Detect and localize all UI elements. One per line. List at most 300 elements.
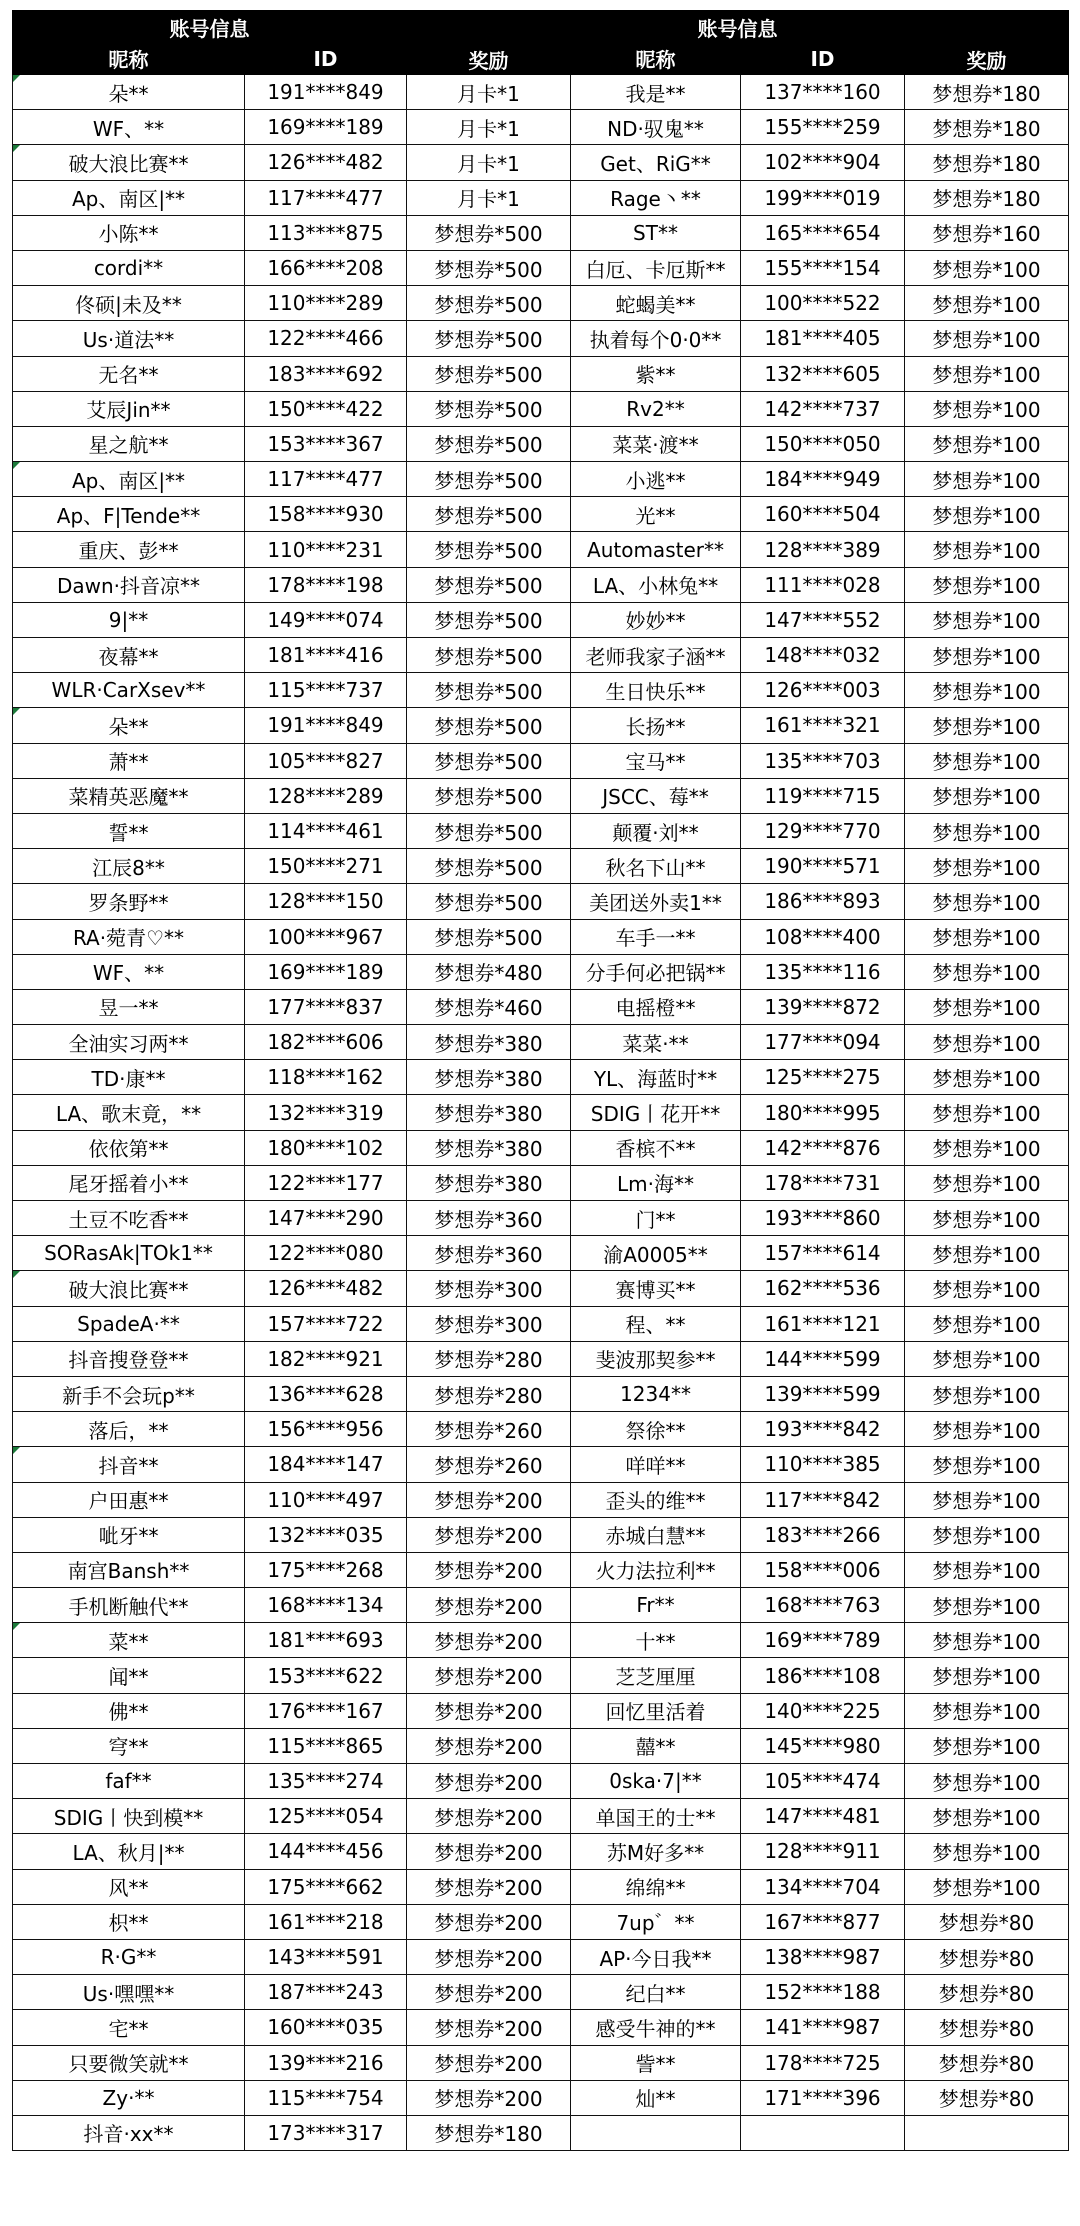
id-cell: 126****482 [245, 1271, 407, 1306]
table-row [13, 1728, 1069, 1763]
id-cell: 122****466 [245, 321, 407, 356]
nickname-cell: 长扬** [571, 708, 741, 743]
nickname-cell: 咩咩** [571, 1447, 741, 1482]
id-cell: 184****949 [741, 462, 905, 497]
reward-cell: 梦想券*100 [905, 919, 1069, 954]
id-cell: 193****842 [741, 1412, 905, 1447]
table-row [13, 919, 1069, 954]
reward-cell: 梦想券*200 [407, 2045, 571, 2080]
nickname-cell: 只要微笑就** [13, 2045, 245, 2080]
reward-cell: 梦想券*500 [407, 497, 571, 532]
table-row [13, 1623, 1069, 1658]
id-cell: 126****003 [741, 673, 905, 708]
reward-cell: 梦想券*300 [407, 1306, 571, 1341]
table-row [13, 1025, 1069, 1060]
nickname-cell: cordi** [13, 250, 245, 285]
reward-cell: 梦想券*100 [905, 1025, 1069, 1060]
nickname-cell: 小陈** [13, 215, 245, 250]
reward-cell: 月卡*1 [407, 145, 571, 180]
nickname-cell: 电摇橙** [571, 989, 741, 1024]
table-row [13, 708, 1069, 743]
id-cell: 199****019 [741, 180, 905, 215]
table-row [13, 778, 1069, 813]
nickname-cell: 誓** [13, 813, 245, 848]
id-cell: 126****482 [245, 145, 407, 180]
reward-cell: 梦想券*360 [407, 1236, 571, 1271]
id-cell: 182****606 [245, 1025, 407, 1060]
reward-cell: 梦想券*100 [905, 1447, 1069, 1482]
reward-cell: 梦想券*100 [905, 1869, 1069, 1904]
id-cell: 143****591 [245, 1939, 407, 1974]
nickname-cell: 程、** [571, 1306, 741, 1341]
nickname-cell: LA、秋月|** [13, 1834, 245, 1869]
reward-cell: 梦想券*80 [905, 1904, 1069, 1939]
table-row [13, 1764, 1069, 1799]
id-cell: 114****461 [245, 813, 407, 848]
table-row [13, 321, 1069, 356]
reward-cell: 梦想券*80 [905, 2010, 1069, 2045]
reward-cell: 梦想券*200 [407, 1975, 571, 2010]
reward-cell: 梦想券*200 [407, 1939, 571, 1974]
reward-cell: 梦想券*480 [407, 954, 571, 989]
reward-cell: 梦想券*500 [407, 919, 571, 954]
id-cell: 177****094 [741, 1025, 905, 1060]
id-cell: 157****614 [741, 1236, 905, 1271]
reward-cell: 梦想券*100 [905, 1130, 1069, 1165]
reward-cell: 梦想券*100 [905, 1201, 1069, 1236]
reward-cell: 梦想券*300 [407, 1271, 571, 1306]
table-row [13, 180, 1069, 215]
table-row [13, 497, 1069, 532]
reward-cell: 梦想券*380 [407, 1025, 571, 1060]
nickname-cell: 歪头的维** [571, 1482, 741, 1517]
reward-cell: 梦想券*500 [407, 778, 571, 813]
nickname-cell: RA·菀青♡** [13, 919, 245, 954]
nickname-cell: 菜精英恶魔** [13, 778, 245, 813]
nickname-cell: 闻** [13, 1658, 245, 1693]
reward-cell: 梦想券*100 [905, 1728, 1069, 1763]
reward-cell: 梦想券*100 [905, 1165, 1069, 1200]
id-cell: 142****876 [741, 1130, 905, 1165]
id-cell: 193****860 [741, 1201, 905, 1236]
reward-cell: 梦想券*100 [905, 954, 1069, 989]
id-cell: 137****160 [741, 75, 905, 110]
table-body [13, 75, 1069, 2151]
reward-cell: 梦想券*500 [407, 391, 571, 426]
id-cell: 150****050 [741, 426, 905, 461]
table-row [13, 1799, 1069, 1834]
reward-cell: 梦想券*200 [407, 1517, 571, 1552]
id-cell: 141****987 [741, 2010, 905, 2045]
id-cell: 153****367 [245, 426, 407, 461]
reward-cell: 梦想券*500 [407, 638, 571, 673]
reward-cell: 梦想券*200 [407, 1834, 571, 1869]
nickname-cell: 白厄、卡厄斯** [571, 250, 741, 285]
nickname-cell: 萧** [13, 743, 245, 778]
reward-cell [905, 2115, 1069, 2150]
id-cell: 182****921 [245, 1341, 407, 1376]
id-cell: 139****216 [245, 2045, 407, 2080]
table-row [13, 1447, 1069, 1482]
table-row [13, 1693, 1069, 1728]
id-cell: 168****134 [245, 1588, 407, 1623]
reward-cell: 梦想券*100 [905, 532, 1069, 567]
id-cell: 117****842 [741, 1482, 905, 1517]
nickname-cell: WF、** [13, 110, 245, 145]
nickname-cell: 7up゛** [571, 1904, 741, 1939]
nickname-cell: ST** [571, 215, 741, 250]
reward-cell: 梦想券*100 [905, 426, 1069, 461]
id-cell: 115****754 [245, 2080, 407, 2115]
id-cell: 105****827 [245, 743, 407, 778]
table-row [13, 532, 1069, 567]
id-cell: 158****006 [741, 1552, 905, 1587]
id-cell: 191****849 [245, 708, 407, 743]
id-cell: 122****080 [245, 1236, 407, 1271]
nickname-cell: 妙妙** [571, 602, 741, 637]
id-cell: 135****274 [245, 1764, 407, 1799]
reward-cell: 梦想券*500 [407, 743, 571, 778]
id-cell: 147****552 [741, 602, 905, 637]
reward-cell: 梦想券*200 [407, 1552, 571, 1587]
reward-cell: 梦想券*200 [407, 1658, 571, 1693]
reward-cell: 梦想券*100 [905, 638, 1069, 673]
table-row [13, 567, 1069, 602]
id-cell: 183****692 [245, 356, 407, 391]
nickname-cell: 我是** [571, 75, 741, 110]
id-cell: 115****737 [245, 673, 407, 708]
reward-header-left: 奖励 [407, 11, 571, 75]
reward-cell: 梦想券*100 [905, 673, 1069, 708]
nickname-cell: Ap、F|Tende** [13, 497, 245, 532]
nickname-cell: 1234** [571, 1376, 741, 1411]
reward-cell: 梦想券*500 [407, 813, 571, 848]
nickname-cell: 9|** [13, 602, 245, 637]
nickname-cell: 罗条野** [13, 884, 245, 919]
reward-cell: 梦想券*500 [407, 286, 571, 321]
reward-cell: 梦想券*200 [407, 1764, 571, 1799]
table-row [13, 884, 1069, 919]
nickname-cell: 秋名下山** [571, 849, 741, 884]
reward-cell: 梦想券*200 [407, 1588, 571, 1623]
reward-cell: 梦想券*100 [905, 1412, 1069, 1447]
nickname-cell: SDIG丨快到模** [13, 1799, 245, 1834]
nickname-cell: 颠覆·刘** [571, 813, 741, 848]
nickname-cell: 破大浪比赛** [13, 145, 245, 180]
nickname-cell: 小逃** [571, 462, 741, 497]
table-row [13, 673, 1069, 708]
nickname-cell: 光** [571, 497, 741, 532]
reward-cell: 月卡*1 [407, 110, 571, 145]
nickname-cell: Get、RiG** [571, 145, 741, 180]
table-row [13, 954, 1069, 989]
table-row [13, 638, 1069, 673]
reward-cell: 梦想券*100 [905, 1552, 1069, 1587]
id-cell [741, 2115, 905, 2150]
nickname-cell: WF、** [13, 954, 245, 989]
nickname-cell: 渝A0005** [571, 1236, 741, 1271]
id-cell: 132****035 [245, 1517, 407, 1552]
reward-cell: 梦想券*100 [905, 1095, 1069, 1130]
reward-cell: 梦想券*200 [407, 1623, 571, 1658]
reward-cell: 梦想券*80 [905, 2045, 1069, 2080]
nickname-cell: faf** [13, 1764, 245, 1799]
table-row [13, 1904, 1069, 1939]
nickname-cell: 斐波那契参** [571, 1341, 741, 1376]
id-cell: 178****731 [741, 1165, 905, 1200]
id-cell: 111****028 [741, 567, 905, 602]
table-row [13, 2115, 1069, 2150]
table-row [13, 391, 1069, 426]
nickname-cell: 土豆不吃香** [13, 1201, 245, 1236]
id-cell: 128****150 [245, 884, 407, 919]
table-row [13, 1095, 1069, 1130]
id-cell: 102****904 [741, 145, 905, 180]
table-row [13, 2010, 1069, 2045]
reward-cell: 梦想券*500 [407, 849, 571, 884]
id-cell: 161****321 [741, 708, 905, 743]
id-cell: 186****893 [741, 884, 905, 919]
reward-cell: 梦想券*100 [905, 1799, 1069, 1834]
table-row [13, 145, 1069, 180]
reward-cell: 梦想券*360 [407, 1201, 571, 1236]
id-cell: 175****268 [245, 1552, 407, 1587]
id-cell: 191****849 [245, 75, 407, 110]
nickname-cell: 紫** [571, 356, 741, 391]
nickname-cell: 囍** [571, 1728, 741, 1763]
nickname-cell: 宝马** [571, 743, 741, 778]
reward-cell: 梦想券*280 [407, 1341, 571, 1376]
id-cell: 148****032 [741, 638, 905, 673]
reward-cell: 梦想券*100 [905, 356, 1069, 391]
nickname-cell: JSCC、莓** [571, 778, 741, 813]
reward-cell: 梦想券*100 [905, 1341, 1069, 1376]
nickname-cell: 菜** [13, 1623, 245, 1658]
nickname-cell: 呲牙** [13, 1517, 245, 1552]
reward-cell: 梦想券*100 [905, 743, 1069, 778]
nickname-cell: 门** [571, 1201, 741, 1236]
table-row [13, 426, 1069, 461]
reward-cell: 月卡*1 [407, 180, 571, 215]
nickname-cell: AP·今日我** [571, 1939, 741, 1974]
nickname-cell: 佟硕|未及** [13, 286, 245, 321]
id-cell: 173****317 [245, 2115, 407, 2150]
id-cell: 165****654 [741, 215, 905, 250]
nickname-cell: 香槟不** [571, 1130, 741, 1165]
reward-cell: 梦想券*100 [905, 602, 1069, 637]
nickname-cell: 宅** [13, 2010, 245, 2045]
reward-cell: 梦想券*380 [407, 1095, 571, 1130]
id-cell: 147****290 [245, 1201, 407, 1236]
nickname-cell: R·G** [13, 1939, 245, 1974]
nickname-cell: 江辰8** [13, 849, 245, 884]
nickname-cell: 訾** [571, 2045, 741, 2080]
reward-cell: 梦想券*500 [407, 321, 571, 356]
table-row [13, 1834, 1069, 1869]
nickname-cell: 抖音** [13, 1447, 245, 1482]
reward-cell: 梦想券*100 [905, 391, 1069, 426]
id-cell: 157****722 [245, 1306, 407, 1341]
reward-cell: 梦想券*100 [905, 1060, 1069, 1095]
nickname-cell: 纪白** [571, 1975, 741, 2010]
reward-cell: 梦想券*100 [905, 1517, 1069, 1552]
nickname-cell: 菜菜·** [571, 1025, 741, 1060]
nickname-cell: Automaster** [571, 532, 741, 567]
nickname-cell: 重庆、彭** [13, 532, 245, 567]
table-row [13, 286, 1069, 321]
table-row [13, 1306, 1069, 1341]
table-row [13, 1588, 1069, 1623]
table-row [13, 1552, 1069, 1587]
table-row [13, 1201, 1069, 1236]
reward-cell: 梦想券*100 [905, 1376, 1069, 1411]
nickname-cell: 赤城白慧** [571, 1517, 741, 1552]
id-cell: 110****497 [245, 1482, 407, 1517]
id-cell: 134****704 [741, 1869, 905, 1904]
table-row [13, 1482, 1069, 1517]
reward-cell: 梦想券*100 [905, 1236, 1069, 1271]
id-cell: 100****967 [245, 919, 407, 954]
nickname-cell: 艾辰Jin** [13, 391, 245, 426]
nickname-cell: Zy·** [13, 2080, 245, 2115]
nickname-cell: SDIG丨花开** [571, 1095, 741, 1130]
id-cell: 122****177 [245, 1165, 407, 1200]
table-row [13, 110, 1069, 145]
table-row [13, 1165, 1069, 1200]
id-cell: 166****208 [245, 250, 407, 285]
reward-cell: 梦想券*200 [407, 1799, 571, 1834]
id-cell: 160****504 [741, 497, 905, 532]
id-cell: 150****271 [245, 849, 407, 884]
id-cell: 139****599 [741, 1376, 905, 1411]
table-row [13, 1271, 1069, 1306]
table-row [13, 1412, 1069, 1447]
id-cell: 187****243 [245, 1975, 407, 2010]
table-row [13, 602, 1069, 637]
reward-cell: 梦想券*100 [905, 708, 1069, 743]
reward-cell: 梦想券*500 [407, 215, 571, 250]
id-cell: 169****189 [245, 110, 407, 145]
reward-cell: 梦想券*100 [905, 813, 1069, 848]
reward-cell: 梦想券*500 [407, 884, 571, 919]
nickname-cell: TD·康** [13, 1060, 245, 1095]
id-cell: 184****147 [245, 1447, 407, 1482]
nickname-cell: 穹** [13, 1728, 245, 1763]
reward-cell: 梦想券*500 [407, 567, 571, 602]
nickname-cell: Ap、南区|** [13, 462, 245, 497]
id-cell: 180****995 [741, 1095, 905, 1130]
nickname-cell: 蛇蝎美** [571, 286, 741, 321]
table-row [13, 1060, 1069, 1095]
nickname-cell: 南宫Bansh** [13, 1552, 245, 1587]
id-cell: 139****872 [741, 989, 905, 1024]
id-cell: 142****737 [741, 391, 905, 426]
reward-cell: 梦想券*100 [905, 1834, 1069, 1869]
id-cell: 135****703 [741, 743, 905, 778]
reward-cell: 梦想券*500 [407, 356, 571, 391]
account-info-header-left: 账号信息 [13, 11, 407, 43]
reward-cell: 梦想券*100 [905, 250, 1069, 285]
nickname-cell: 车手一** [571, 919, 741, 954]
reward-cell: 梦想券*460 [407, 989, 571, 1024]
nickname-cell: Rage丶** [571, 180, 741, 215]
reward-cell: 梦想券*100 [905, 321, 1069, 356]
nickname-cell: LA、歌末竟，** [13, 1095, 245, 1130]
reward-cell: 梦想券*100 [905, 884, 1069, 919]
reward-cell: 梦想券*200 [407, 1869, 571, 1904]
id-cell: 183****266 [741, 1517, 905, 1552]
nickname-cell: 抖音搜登登** [13, 1341, 245, 1376]
reward-cell: 梦想券*200 [407, 1728, 571, 1763]
reward-cell: 梦想券*100 [905, 1482, 1069, 1517]
id-cell: 132****319 [245, 1095, 407, 1130]
table-row [13, 1939, 1069, 1974]
nickname-cell: 朵** [13, 75, 245, 110]
table-row [13, 849, 1069, 884]
nickname-cell: 赛博买** [571, 1271, 741, 1306]
reward-cell: 梦想券*200 [407, 1693, 571, 1728]
reward-cell: 梦想券*80 [905, 2080, 1069, 2115]
nickname-cell: Dawn·抖音凉** [13, 567, 245, 602]
id-cell: 132****605 [741, 356, 905, 391]
nickname-cell: 落后，** [13, 1412, 245, 1447]
id-cell: 171****396 [741, 2080, 905, 2115]
nickname-cell: 全油实习两** [13, 1025, 245, 1060]
nickname-cell: SpadeA·** [13, 1306, 245, 1341]
reward-cell: 梦想券*100 [905, 989, 1069, 1024]
table-row [13, 813, 1069, 848]
id-cell: 147****481 [741, 1799, 905, 1834]
table-row [13, 462, 1069, 497]
nickname-cell: 户田惠** [13, 1482, 245, 1517]
id-cell: 125****275 [741, 1060, 905, 1095]
reward-cell: 梦想券*100 [905, 1623, 1069, 1658]
table-row [13, 2045, 1069, 2080]
id-header-right: ID [741, 43, 905, 75]
table-row [13, 1236, 1069, 1271]
nickname-cell: 菜菜·渡** [571, 426, 741, 461]
nickname-cell: 苏M好多** [571, 1834, 741, 1869]
id-cell: 190****571 [741, 849, 905, 884]
nickname-cell: LA、小林兔** [571, 567, 741, 602]
id-cell: 110****289 [245, 286, 407, 321]
id-cell: 135****116 [741, 954, 905, 989]
id-cell: 144****599 [741, 1341, 905, 1376]
id-cell: 161****218 [245, 1904, 407, 1939]
reward-header-right: 奖励 [905, 11, 1069, 75]
reward-cell: 梦想券*500 [407, 602, 571, 637]
id-cell: 152****188 [741, 1975, 905, 2010]
id-cell: 138****987 [741, 1939, 905, 1974]
reward-cell: 月卡*1 [407, 75, 571, 110]
id-cell: 136****628 [245, 1376, 407, 1411]
id-cell: 158****930 [245, 497, 407, 532]
reward-cell: 梦想券*260 [407, 1412, 571, 1447]
reward-cell: 梦想券*100 [905, 462, 1069, 497]
reward-cell: 梦想券*500 [407, 426, 571, 461]
id-cell: 175****662 [245, 1869, 407, 1904]
reward-cell: 梦想券*100 [905, 567, 1069, 602]
id-cell: 155****154 [741, 250, 905, 285]
reward-cell: 梦想券*100 [905, 497, 1069, 532]
table-row [13, 1869, 1069, 1904]
reward-cell: 梦想券*100 [905, 1271, 1069, 1306]
id-cell: 169****189 [245, 954, 407, 989]
id-cell: 128****389 [741, 532, 905, 567]
id-cell: 110****385 [741, 1447, 905, 1482]
id-cell: 119****715 [741, 778, 905, 813]
nickname-cell: 美团送外卖1** [571, 884, 741, 919]
